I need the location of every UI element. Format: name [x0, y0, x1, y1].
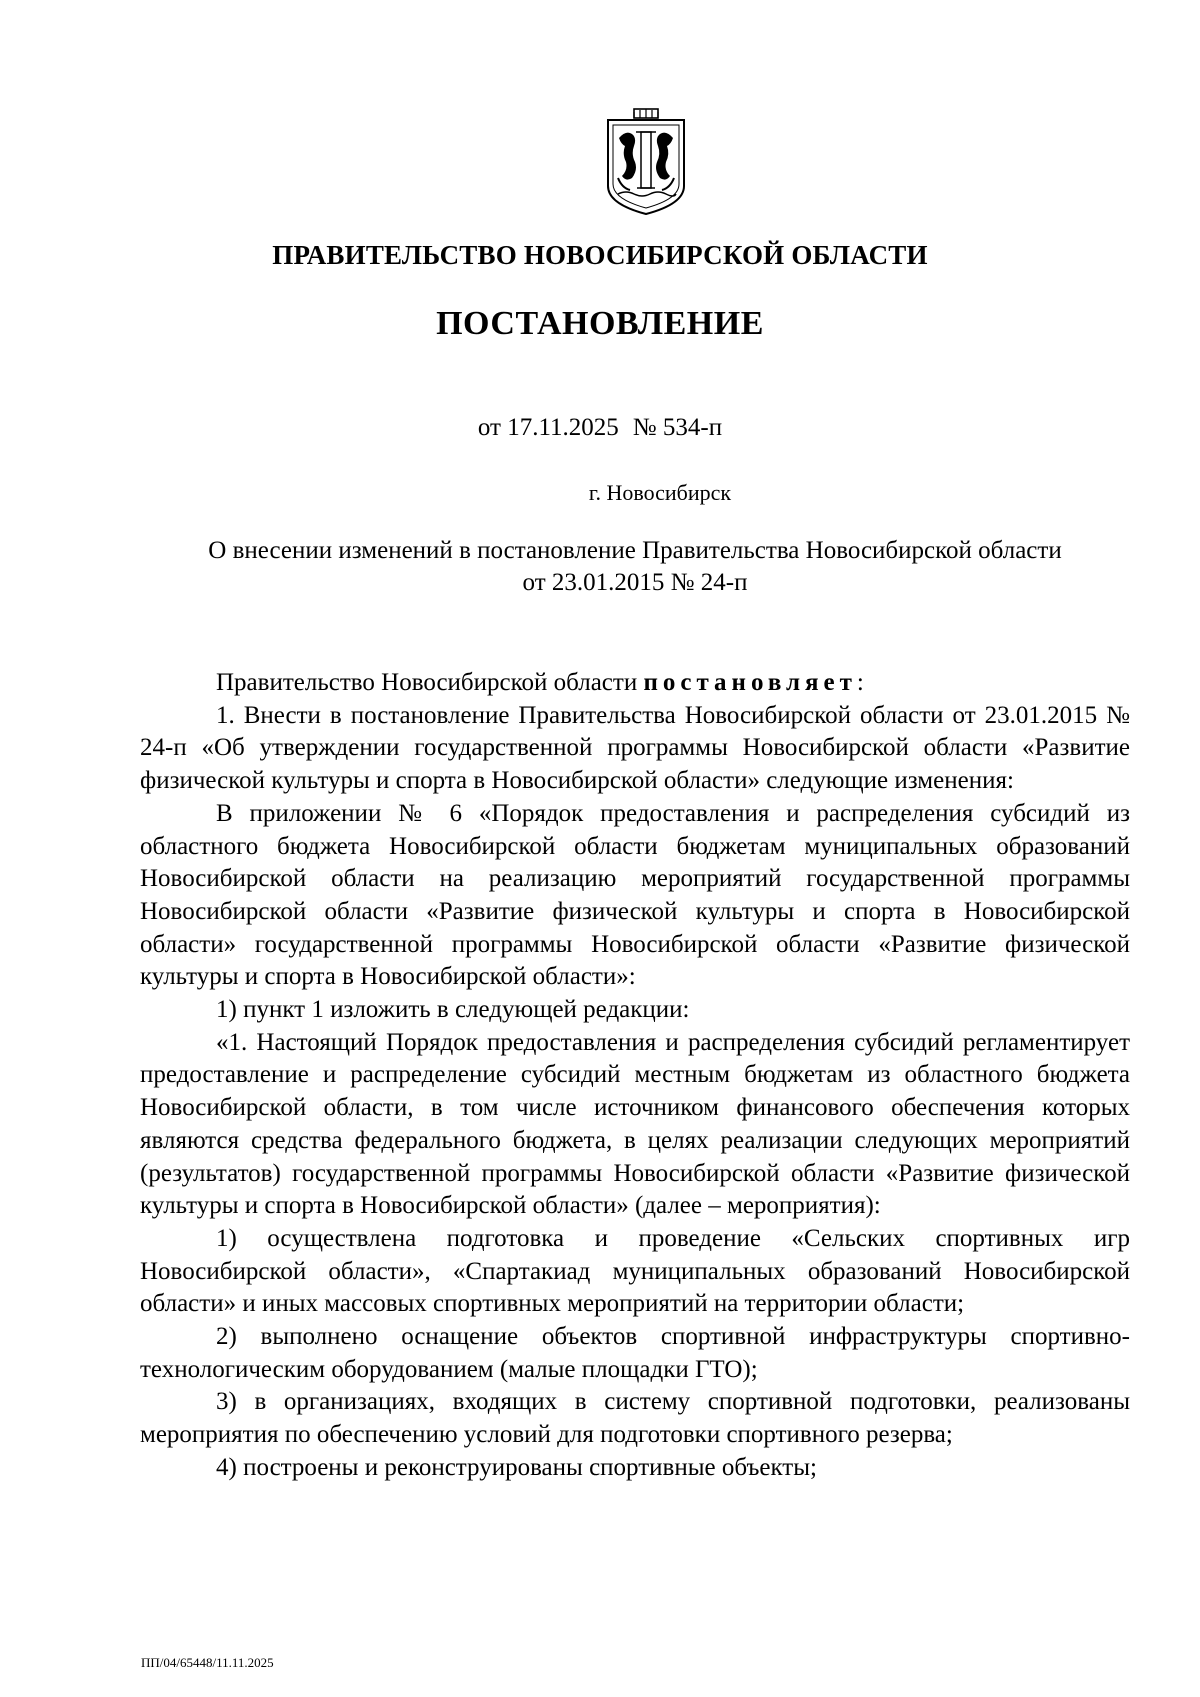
- preamble-verb: постановляет: [643, 669, 857, 696]
- organization-title: ПРАВИТЕЛЬСТВО НОВОСИБИРСКОЙ ОБЛАСТИ: [272, 240, 928, 270]
- preamble-end: :: [856, 669, 864, 696]
- preamble-paragraph: [140, 667, 1130, 700]
- document-type-title: ПОСТАНОВЛЕНИЕ: [436, 305, 764, 342]
- subject-line: от 23.01.2015 № 24-п: [522, 569, 748, 596]
- body-paragraph: 1) осуществлена подготовка и проведение «Сельских спортивных игр Новосибирской области», «Спартакиад муниципальных образований Новосибирской области» и иных массовых спортивных мероприятий на территории области;: [140, 1224, 1130, 1318]
- document-body: [140, 667, 1130, 1485]
- body-paragraph: В приложении № 6 «Порядок предоставления и распределения субсидий из областного бюджета Новосибирской области бюджетам муниципальных образований Новосибирской области на реализацию мероприятий государственной программы Новосибирской области «Развитие физической культуры и спорта в Новосибирской области» государственной программы Новосибирской области «Развитие физической культуры и спорта в Новосибирской области»:: [140, 799, 1130, 991]
- body-paragraph: 1) пункт 1 изложить в следующей редакции:: [216, 996, 690, 1024]
- document-subject: [140, 535, 1130, 599]
- body-paragraph: 2) выполнено оснащение объектов спортивной инфраструктуры спортивно-технологическим оборудованием (малые площадки ГТО);: [140, 1323, 1130, 1383]
- body-paragraph: «1. Настоящий Порядок предоставления и распределения субсидий регламентирует предоставление и распределение субсидий местным бюджетам из областного бюджета Новосибирской области, в том числе источником финансового обеспечения которых являются средства федерального бюджета, в целях реализации следующих мероприятий (результатов) государственной программы Новосибирской области «Развитие физической культуры и спорта в Новосибирской области» (далее – мероприятия):: [140, 1028, 1130, 1220]
- document-date: от 17.11.2025: [477, 414, 619, 441]
- novosibirsk-coat-of-arms-icon: [604, 108, 688, 216]
- body-paragraph: 1. Внести в постановление Правительства Новосибирской области от 23.01.2015 № 24-п «Об утверждении государственной программы Новосибирской области «Развитие физической культуры и спорта в Новосибирской области» следующие изменения:: [140, 701, 1130, 795]
- subject-line: О внесении изменений в постановление Правительства Новосибирской области: [208, 537, 1062, 564]
- body-paragraph: 4) построены и реконструированы спортивные объекты;: [216, 1453, 817, 1481]
- city-line: г. Новосибирск: [588, 480, 732, 505]
- preamble-lead: Правительство Новосибирской области: [216, 669, 644, 696]
- document-number: № 534-п: [632, 414, 723, 441]
- body-paragraph: 3) в организациях, входящих в систему спортивной подготовки, реализованы мероприятия по обеспечению условий для подготовки спортивного резерва;: [140, 1388, 1130, 1449]
- footer-code: ПП/04/65448/11.11.2025: [141, 1655, 274, 1670]
- date-number-line: [0, 414, 1200, 442]
